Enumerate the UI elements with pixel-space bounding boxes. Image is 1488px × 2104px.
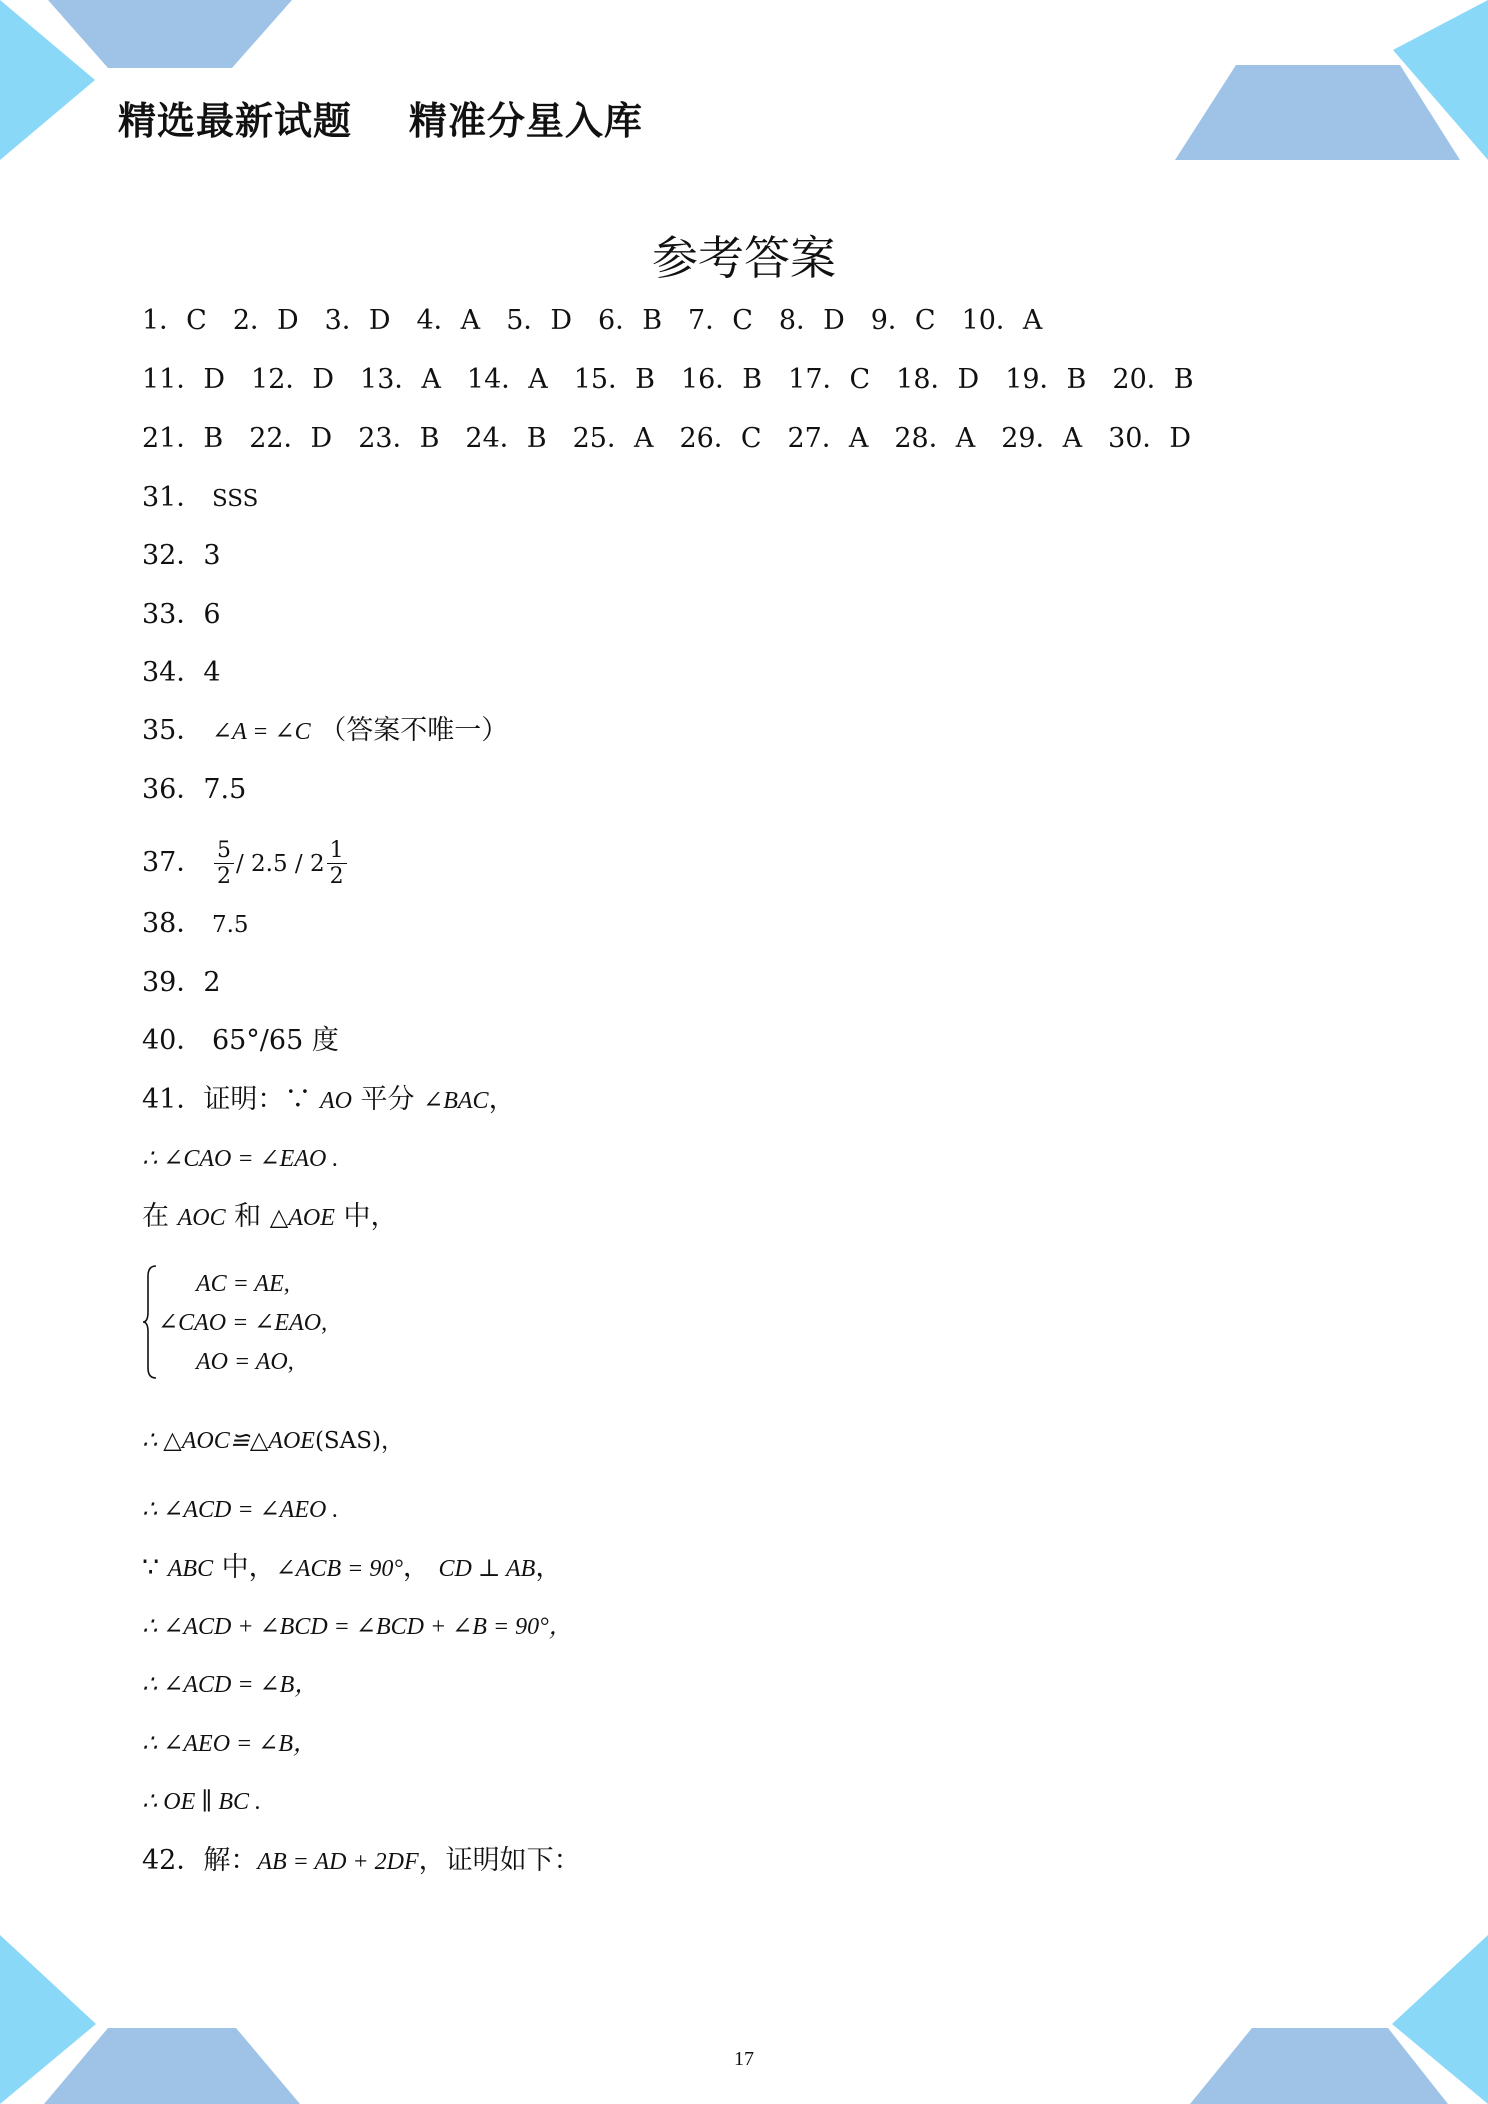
answer-number: 34． [142,657,204,688]
answer-value: 65°/65 度 [211,1025,339,1056]
proof41-line-3 [142,1199,397,1236]
answer-number: 39． [142,967,204,998]
proof-text: ∵ [142,1552,168,1583]
answer-32 [142,538,221,574]
answer-number: 37． [142,847,204,878]
answer-number: 36． [142,774,204,805]
proof41-system-eq-3: AO = AO, [196,1349,294,1375]
answer-35 [142,713,508,750]
proof-math: AO [319,1088,352,1114]
answer-value: 3 [203,540,221,571]
fraction-numerator: 5 [214,838,234,864]
fraction-denominator: 2 [216,864,231,889]
mc-answer: 12．D [251,364,335,395]
proof-text: 中， [213,1552,276,1583]
proof-text: 和 [225,1201,270,1232]
mc-answer: 18．D [896,364,980,395]
answer-value: 7.5 [203,774,247,805]
proof-math: △AOE [269,1205,335,1231]
mc-answer: 26．C [679,423,762,454]
mc-answer: 29．A [1001,423,1083,454]
mc-answer: 9．C [870,305,936,336]
mc-answer: 20．B [1112,364,1194,395]
answer-39 [142,965,221,1001]
mc-answer: 21．B [142,423,224,454]
mc-answer: 7．C [688,305,753,336]
mc-answer: 4．A [416,305,481,336]
proof41-system-eq-2: ∠CAO = ∠EAO, [158,1310,328,1336]
proof-math: AB = AD + 2DF [257,1849,419,1875]
page-title: 参考答案 [652,231,836,285]
mc-answer: 14．A [466,364,548,395]
proof-text: ， [535,1552,563,1583]
answer-number: 40． [142,1025,204,1056]
proof-text: ， [402,1552,439,1583]
answer-value: / 2.5 / 2 [235,851,325,877]
answer-value: 6 [203,599,221,630]
answer-number: 35． [142,715,204,746]
proof-math: ∴ △AOC≌△AOE [142,1428,315,1454]
proof41-line-7: ∴ ∠ACD + ∠BCD = ∠BCD + ∠B = 90°， [142,1614,573,1640]
mc-answer: 19．B [1005,364,1087,395]
answer-34 [142,655,221,691]
answer-value: 4 [203,657,221,688]
mc-answer: 15．B [573,364,655,395]
proof-text: 解： [203,1845,258,1876]
proof41-line-1 [142,1082,516,1119]
mc-answer: 2．D [232,305,299,336]
answer-value: SSS [211,486,259,512]
proof41-line-5: ∴ ∠ACD = ∠AEO . [142,1497,339,1523]
proof-text: ，证明如下： [418,1845,581,1876]
mc-answer: 5．D [506,305,573,336]
answer-38 [142,906,249,943]
proof41-line-8: ∴ ∠ACD = ∠B， [142,1672,319,1698]
proof-text: 中， [334,1201,398,1232]
mc-row-1 [142,303,1068,339]
proof-text: 平分 [351,1084,424,1115]
mc-answer: 1．C [142,305,207,336]
mc-answer: 11．D [142,364,226,395]
fraction-numerator: 1 [327,838,347,864]
answer-37 [142,838,349,889]
proof-text: 证明：∵ [203,1084,320,1115]
decor-top-left-trapezoid [48,0,292,68]
answer-31 [142,480,258,517]
mc-answer: 28．A [894,423,976,454]
proof42-line-1 [142,1843,581,1880]
answer-number: 42． [142,1845,204,1876]
proof41-system-eq-1: AC = AE, [196,1271,290,1297]
page-number: 17 [734,2048,754,2070]
proof-math: AOC [177,1205,226,1231]
fraction-denominator: 2 [329,864,344,889]
answer-number: 33． [142,599,204,630]
proof41-line-10: ∴ OE ∥ BC . [142,1789,262,1815]
proof-math: ∠BAC [423,1088,489,1114]
mc-answer: 13．A [360,364,441,395]
mc-answer: 23．B [358,423,440,454]
answer-number: 41． [142,1084,204,1115]
mc-answer: 16．B [680,364,763,395]
proof41-line-6 [142,1550,562,1587]
mc-answer: 6．B [598,305,663,336]
mc-answer: 30．D [1108,423,1192,454]
proof-text: 在 [142,1201,178,1232]
proof-math: ABC [167,1556,214,1582]
mc-answer: 3．D [324,305,391,336]
fraction-five-halves [214,838,234,889]
answer-value: 7.5 [211,912,249,938]
answer-40 [142,1023,339,1059]
mc-answer: 17．C [788,364,871,395]
proof-math: ∠ACB = 90° [275,1556,403,1582]
mc-answer: 10．A [961,305,1043,336]
mc-answer: 25．A [572,423,654,454]
answer-value: 2 [203,967,221,998]
mc-answer: 27．A [787,423,869,454]
fraction-one-half [327,838,347,889]
answer-number: 31． [142,482,204,513]
proof41-line-9: ∴ ∠AEO = ∠B， [142,1731,317,1757]
answer-math: ∠A = ∠C [211,719,311,745]
decor-top-right-trapezoid [1175,65,1460,160]
answer-33 [142,597,221,633]
proof41-line-4 [142,1422,404,1459]
proof-text: ， [488,1084,516,1115]
answer-number: 32． [142,540,204,571]
header-slogan: 精选最新试题 精准分星入库 [118,99,643,143]
mc-answer: 22．D [249,423,333,454]
proof41-line-2: ∴ ∠CAO = ∠EAO . [142,1146,339,1172]
mc-answer: 24．B [465,423,547,454]
mc-row-2 [142,362,1220,398]
mc-answer: 8．D [778,305,845,336]
proof-math: CD ⊥ AB [438,1556,536,1582]
proof-text: (SAS)， [314,1428,405,1454]
mc-row-3 [142,421,1217,457]
answer-number: 38． [142,908,204,939]
answer-note: （答案不唯一） [319,715,509,746]
answer-36 [142,772,246,808]
